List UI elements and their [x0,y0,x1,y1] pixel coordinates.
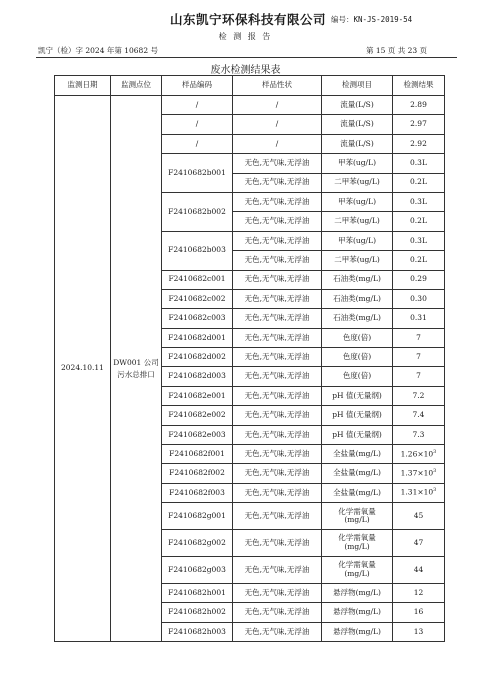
results-table [54,75,445,642]
test-item [322,556,393,583]
company-name: 山东凯宁环保科技有限公司 [170,12,327,27]
test-result [393,445,445,464]
sample-code: F2410682c003 [162,309,233,328]
test-result: 7 [393,348,445,367]
test-result: 7 [393,367,445,386]
sample-code: F2410682e003 [162,425,233,444]
test-result: 0.2L [393,173,445,192]
sample-code: F2410682b002 [162,192,233,231]
test-item: pH 值(无量纲) [322,386,393,405]
test-result: 7.2 [393,386,445,405]
test-result: 0.31 [393,309,445,328]
test-item: 色度(倍) [322,348,393,367]
sample-code: F2410682f001 [162,445,233,464]
sample-code: F2410682h002 [162,603,233,622]
test-item-line2: (mg/L) [344,568,370,578]
result-mantissa: 1.26×10 [400,449,434,459]
sample-nature: 无色,无气味,无浮油 [233,270,322,289]
sample-nature: 无色,无气味,无浮油 [233,154,322,173]
sample-nature: 无色,无气味,无浮油 [233,173,322,192]
test-item: 甲苯(ug/L) [322,192,393,211]
sample-code: F2410682g002 [162,530,233,557]
sample-nature: 无色,无气味,无浮油 [233,231,322,250]
sample-code: F2410682b003 [162,231,233,270]
test-result: 7.3 [393,425,445,444]
test-item: 流量(L/S) [322,115,393,134]
test-item: 二甲苯(ug/L) [322,212,393,231]
test-item: 色度(倍) [322,328,393,347]
sample-nature: 无色,无气味,无浮油 [233,556,322,583]
test-result: 0.3L [393,154,445,173]
result-exponent: 3 [433,468,437,475]
test-item-line1: 化学需氧量 [338,533,376,543]
sample-code: F2410682g003 [162,556,233,583]
sample-nature: 无色,无气味,无浮油 [233,445,322,464]
column-header: 检测项目 [322,76,393,96]
sample-code: F2410682e002 [162,406,233,425]
sample-code: F2410682b001 [162,154,233,193]
result-mantissa: 1.37×10 [400,468,434,478]
sample-nature: 无色,无气味,无浮油 [233,212,322,231]
sample-nature: 无色,无气味,无浮油 [233,289,322,308]
column-header: 样品编码 [162,76,233,96]
sample-nature: 无色,无气味,无浮油 [233,583,322,602]
test-result [393,483,445,502]
sample-nature: 无色,无气味,无浮油 [233,192,322,211]
sample-code: F2410682h001 [162,583,233,602]
sample-nature: 无色,无气味,无浮油 [233,406,322,425]
test-item: 甲苯(ug/L) [322,231,393,250]
test-item: 石油类(mg/L) [322,309,393,328]
test-item: 全盐量(mg/L) [322,464,393,483]
page-info: 第 15 页 共 23 页 [366,46,428,55]
test-result: 0.2L [393,251,445,270]
test-item-line1: 化学需氧量 [338,560,376,570]
sample-nature: 无色,无气味,无浮油 [233,483,322,502]
test-item-line1: 化学需氧量 [338,506,376,516]
sample-code: / [162,96,233,115]
sample-nature: 无色,无气味,无浮油 [233,348,322,367]
column-header: 检测结果 [393,76,445,96]
test-result: 0.3L [393,192,445,211]
sample-code: F2410682d002 [162,348,233,367]
sample-nature: / [233,96,322,115]
test-item-line2: (mg/L) [344,542,370,552]
test-result: 7.4 [393,406,445,425]
sample-nature: / [233,134,322,153]
test-item [322,503,393,530]
test-result: 16 [393,603,445,622]
test-item: 二甲苯(ug/L) [322,251,393,270]
sample-code: F2410682g001 [162,503,233,530]
sample-nature: 无色,无气味,无浮油 [233,530,322,557]
test-item: 二甲苯(ug/L) [322,173,393,192]
test-result: 13 [393,622,445,641]
test-item-line2: (mg/L) [344,515,370,525]
test-result [393,464,445,483]
sample-code: F2410682h003 [162,622,233,641]
sample-code: F2410682c002 [162,289,233,308]
monitoring-location: DW001 公司污水总排口 [111,96,162,642]
test-result: 12 [393,583,445,602]
test-item: 悬浮物(mg/L) [322,603,393,622]
test-item: 色度(倍) [322,367,393,386]
test-result: 2.92 [393,134,445,153]
test-item: 全盐量(mg/L) [322,483,393,502]
sample-nature: 无色,无气味,无浮油 [233,386,322,405]
sample-nature: 无色,无气味,无浮油 [233,328,322,347]
sample-nature: 无色,无气味,无浮油 [233,464,322,483]
test-item: 石油类(mg/L) [322,289,393,308]
table-row [55,96,445,115]
sample-code: F2410682c001 [162,270,233,289]
sample-code: F2410682d003 [162,367,233,386]
column-header: 监测点位 [111,76,162,96]
test-item [322,530,393,557]
report-subtitle: 检 测 报 告 [218,32,273,41]
test-result: 0.30 [393,289,445,308]
result-exponent: 3 [433,448,437,455]
column-header: 样品性状 [233,76,322,96]
sample-code: F2410682f002 [162,464,233,483]
sample-code: F2410682d001 [162,328,233,347]
sample-nature: 无色,无气味,无浮油 [233,309,322,328]
test-result: 2.89 [393,96,445,115]
test-result: 47 [393,530,445,557]
document-code: 编号：KN-JS-2019-54 [331,15,413,24]
test-result: 44 [393,556,445,583]
test-item: 悬浮物(mg/L) [322,583,393,602]
result-mantissa: 1.31×10 [400,487,434,497]
test-result: 0.29 [393,270,445,289]
monitoring-date: 2024.10.11 [55,96,111,642]
test-result: 0.2L [393,212,445,231]
table-title: 废水检测结果表 [210,65,281,76]
header-divider [36,57,457,58]
test-item: 流量(L/S) [322,134,393,153]
test-result: 45 [393,503,445,530]
test-item: 全盐量(mg/L) [322,445,393,464]
sample-nature: 无色,无气味,无浮油 [233,603,322,622]
sample-nature: / [233,115,322,134]
sample-nature: 无色,无气味,无浮油 [233,367,322,386]
test-item: pH 值(无量纲) [322,425,393,444]
test-result: 0.3L [393,231,445,250]
test-item: pH 值(无量纲) [322,406,393,425]
test-item: 流量(L/S) [322,96,393,115]
test-item: 石油类(mg/L) [322,270,393,289]
sample-code: / [162,134,233,153]
sample-nature: 无色,无气味,无浮油 [233,503,322,530]
report-number: 凯宁（检）字 2024 年第 10682 号 [38,46,158,55]
sample-code: F2410682f003 [162,483,233,502]
test-item: 悬浮物(mg/L) [322,622,393,641]
test-result: 7 [393,328,445,347]
column-header: 监测日期 [55,76,111,96]
sample-code: / [162,115,233,134]
test-result: 2.97 [393,115,445,134]
test-item: 甲苯(ug/L) [322,154,393,173]
sample-nature: 无色,无气味,无浮油 [233,622,322,641]
sample-nature: 无色,无气味,无浮油 [233,425,322,444]
result-exponent: 3 [433,487,437,494]
sample-nature: 无色,无气味,无浮油 [233,251,322,270]
sample-code: F2410682e001 [162,386,233,405]
